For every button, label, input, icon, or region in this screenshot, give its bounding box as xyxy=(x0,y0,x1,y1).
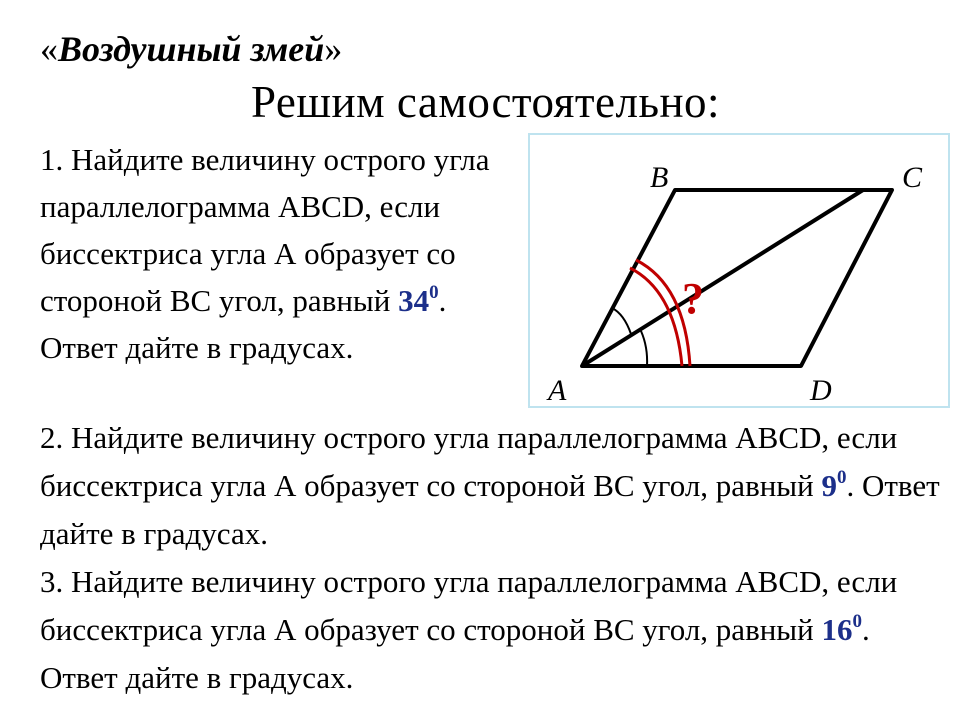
parallelogram-diagram xyxy=(530,135,948,406)
close-quote: » xyxy=(324,29,343,69)
task-3-tail: . Ответ дайте в градусах. xyxy=(40,612,870,695)
open-quote: « xyxy=(40,29,58,69)
question-mark: ? xyxy=(682,274,704,323)
degree-mark: 0 xyxy=(836,466,847,488)
angle-arc-lower xyxy=(641,331,647,366)
task-2-value: $9^0$ xyxy=(821,466,847,503)
section-subtitle: Решим самостоятельно: xyxy=(251,77,721,127)
angle-arc-small xyxy=(612,308,631,334)
vertex-label-d: D xyxy=(810,374,832,406)
vertex-label-a: A xyxy=(548,374,567,406)
degree-mark: 0 xyxy=(852,610,862,632)
angle-arc-red-inner xyxy=(630,268,682,366)
lesson-title: Воздушный змей xyxy=(58,29,325,69)
task-2 xyxy=(40,414,940,558)
task-3-value: $16^0$ xyxy=(821,610,862,647)
vertex-label-c: C xyxy=(902,161,923,194)
task-2-tail: . Ответ дайте в градусах. xyxy=(40,468,940,551)
task-1 xyxy=(40,136,520,371)
vertex-label-b: B xyxy=(650,161,669,194)
parallelogram-abcd xyxy=(582,190,892,366)
lesson-header xyxy=(40,28,342,70)
task-1-tail: . Ответ дайте в градусах. xyxy=(40,283,447,365)
degree-mark: 0 xyxy=(429,281,439,303)
task-1-value: $34^0$ xyxy=(398,281,439,318)
task-3 xyxy=(40,558,940,702)
task-3-text: 3. Найдите величину острого угла параллелограмма ABCD, если биссектриса угла А образует со стороной ВС угол, равный xyxy=(40,564,898,647)
task-2-text: 2. Найдите величину острого угла параллелограмма ABCD, если биссектриса угла А образует со стороной ВС угол, равный xyxy=(40,420,898,503)
task-1-text: 1. Найдите величину острого угла параллелограмма ABCD, если биссектриса угла А образует со стороной ВС угол, равный xyxy=(40,142,490,318)
parallelogram-figure xyxy=(528,133,950,408)
bisector-line xyxy=(582,190,863,366)
